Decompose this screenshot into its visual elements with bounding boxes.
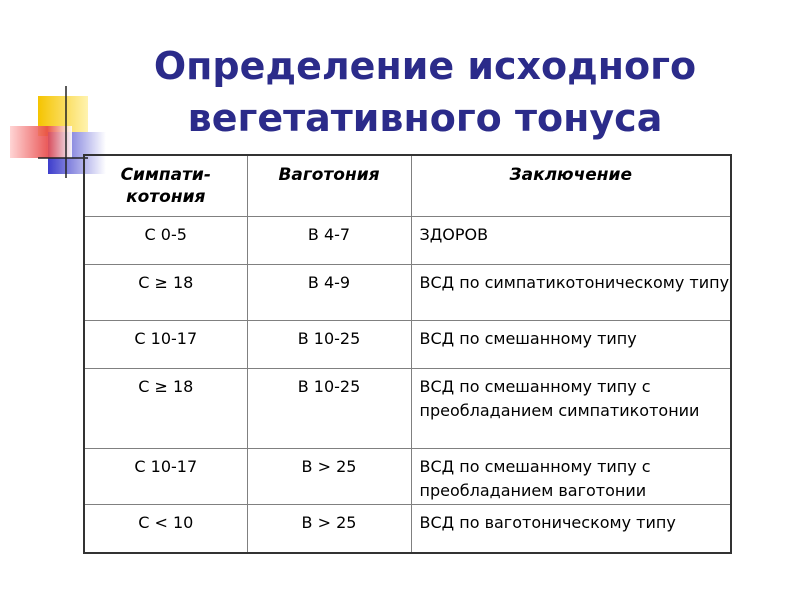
table-row [84, 265, 731, 321]
cell-vagotonia: В 4-7 [247, 217, 411, 265]
table-row [84, 321, 731, 369]
cell-sympathicotonia: С 10-17 [84, 449, 247, 505]
cell-conclusion: ВСД по смешанному типу [411, 321, 731, 369]
cell-vagotonia: В 4-9 [247, 265, 411, 321]
header-conclusion: Заключение [411, 155, 731, 217]
tonus-table [83, 154, 732, 554]
header-vagotonia: Ваготония [247, 155, 411, 217]
cell-conclusion: ВСД по смешанному типу с преобладанием симпатикотонии [411, 369, 731, 449]
table-row [84, 505, 731, 553]
cell-sympathicotonia: С 10-17 [84, 321, 247, 369]
tonus-table-wrapper [83, 154, 730, 554]
title-line-2: вегетативного тонуса [187, 96, 663, 140]
table-header-row [84, 155, 731, 217]
cell-vagotonia: В 10-25 [247, 321, 411, 369]
cell-sympathicotonia: С ≥ 18 [84, 369, 247, 449]
cell-vagotonia: В > 25 [247, 449, 411, 505]
cell-sympathicotonia: С ≥ 18 [84, 265, 247, 321]
title-line-1: Определение исходного [153, 44, 697, 88]
table-row [84, 217, 731, 265]
cell-sympathicotonia: С 0-5 [84, 217, 247, 265]
cell-conclusion: ВСД по симпатикотоническому типу [411, 265, 731, 321]
table-row [84, 449, 731, 505]
header-sympathicotonia: Симпати-котония [84, 155, 247, 217]
cell-vagotonia: В 10-25 [247, 369, 411, 449]
table-row [84, 369, 731, 449]
cell-conclusion: ЗДОРОВ [411, 217, 731, 265]
cell-sympathicotonia: С < 10 [84, 505, 247, 553]
page-title [80, 40, 770, 144]
cell-conclusion: ВСД по смешанному типу с преобладанием ваготонии [411, 449, 731, 505]
cell-conclusion: ВСД по ваготоническому типу [411, 505, 731, 553]
cell-vagotonia: В > 25 [247, 505, 411, 553]
